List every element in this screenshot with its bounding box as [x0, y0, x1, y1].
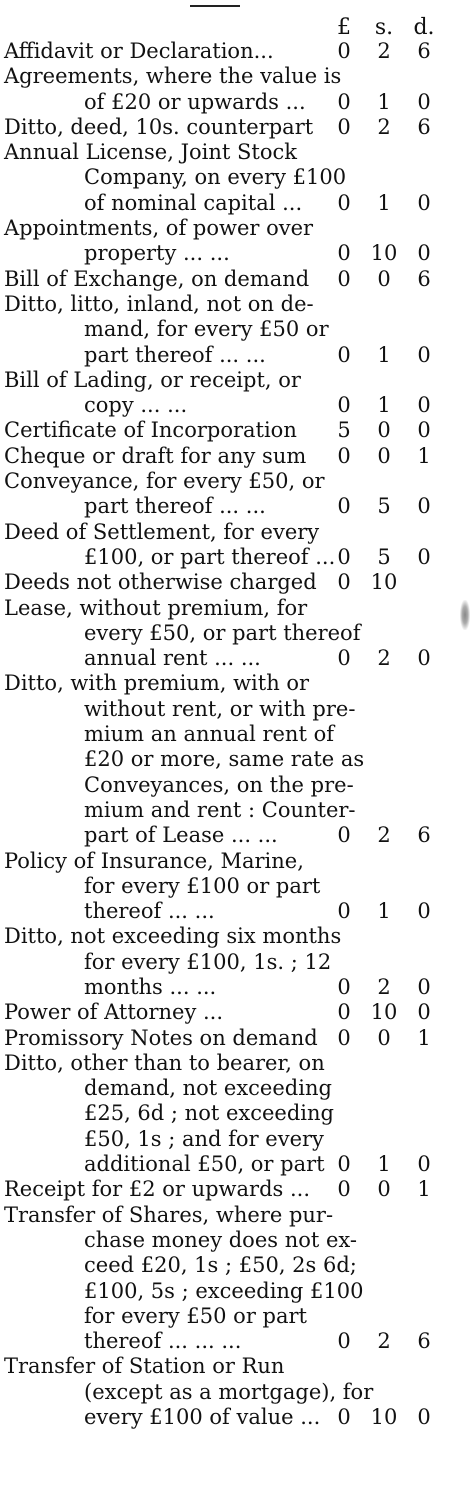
shillings-column-header: s. [374, 15, 394, 40]
entry-text: Ditto, with premium, with or [4, 671, 310, 696]
list-item [4, 64, 464, 89]
pence-value: 0 [417, 393, 431, 418]
shillings-value: 2 [377, 114, 391, 139]
pence-value: 0 [417, 190, 431, 215]
shillings-value: 2 [377, 823, 391, 848]
entry-text: Bill of Lading, or receipt, or [4, 367, 301, 392]
entry-text: Ditto, other than to bearer, on [4, 1050, 325, 1075]
entry-text: every £100 of value ... [84, 1405, 321, 1430]
pence-value: 0 [417, 544, 431, 569]
list-item [4, 1101, 464, 1126]
pounds-value: 0 [337, 570, 351, 595]
pounds-value: 0 [337, 646, 351, 671]
entry-text: (except as a mortgage), for [84, 1379, 374, 1404]
entry-text: mium an annual rent of [84, 722, 334, 747]
list-item [4, 924, 464, 949]
shillings-value: 10 [370, 241, 398, 266]
pounds-value: 0 [337, 494, 351, 519]
entry-text: demand, not exceeding [84, 1076, 332, 1101]
pounds-value: 0 [337, 544, 351, 569]
list-item [4, 545, 464, 570]
entry-text: every £50, or part thereof [84, 620, 361, 645]
pence-value: 6 [417, 266, 431, 291]
entry-text: Policy of Insurance, Marine, [4, 848, 304, 873]
entry-text: £20 or more, same rate as [84, 747, 365, 772]
pence-value: 0 [417, 342, 431, 367]
entry-text: thereof ... ... ... [84, 1329, 242, 1354]
list-item [4, 1405, 464, 1430]
list-item [4, 823, 464, 848]
pence-value: 0 [417, 1152, 431, 1177]
entry-text: mium and rent : Counter- [84, 797, 356, 822]
entry-text: Annual License, Joint Stock [4, 140, 297, 165]
list-item [4, 393, 464, 418]
entry-text: copy ... ... [84, 393, 188, 418]
shillings-value: 1 [377, 190, 391, 215]
list-item [4, 216, 464, 241]
column-header [0, 15, 470, 41]
list-item [4, 1177, 464, 1202]
list-item [4, 975, 464, 1000]
list-item [4, 646, 464, 671]
entry-text: Transfer of Shares, where pur- [4, 1202, 334, 1227]
entry-text: property ... ... [84, 241, 230, 266]
entry-text: ceed £20, 1s ; £50, 2s 6d; [84, 1253, 357, 1278]
entry-text: part thereof ... ... [84, 494, 266, 519]
entry-text: Certificate of Incorporation [4, 418, 297, 443]
list-item [4, 469, 464, 494]
list-item [4, 899, 464, 924]
pounds-value: 0 [337, 1329, 351, 1354]
pence-column-header: d. [413, 15, 435, 40]
list-item [4, 1026, 464, 1051]
entry-text: thereof ... ... [84, 899, 215, 924]
list-item [4, 1304, 464, 1329]
shillings-value: 2 [377, 974, 391, 999]
shillings-value: 5 [377, 544, 391, 569]
entry-text: Appointments, of power over [4, 216, 314, 241]
shillings-value: 0 [377, 1177, 391, 1202]
list-item [4, 520, 464, 545]
list-item [4, 1000, 464, 1025]
list-item [4, 1152, 464, 1177]
duty-list [4, 39, 464, 1430]
list-item [4, 1279, 464, 1304]
shillings-value: 5 [377, 494, 391, 519]
entry-text: Agreements, where the value is [4, 64, 342, 89]
entry-text: mand, for every £50 or [84, 317, 329, 342]
entry-text: Deeds not otherwise charged [4, 570, 317, 595]
entry-text: additional £50, or part [84, 1152, 325, 1177]
pounds-value: 0 [337, 1025, 351, 1050]
pence-value: 0 [417, 1405, 431, 1430]
list-item [4, 317, 464, 342]
pounds-value: 0 [337, 266, 351, 291]
pence-value: 0 [417, 646, 431, 671]
list-item [4, 39, 464, 64]
list-item [4, 596, 464, 621]
pounds-value: 0 [337, 443, 351, 468]
list-item [4, 798, 464, 823]
shillings-value: 10 [370, 1405, 398, 1430]
pence-value: 0 [417, 89, 431, 114]
list-item [4, 90, 464, 115]
pence-value: 6 [417, 114, 431, 139]
list-item [4, 115, 464, 140]
entry-text: annual rent ... ... [84, 646, 261, 671]
pence-value: 1 [417, 443, 431, 468]
list-item [4, 165, 464, 190]
list-item [4, 140, 464, 165]
list-item [4, 494, 464, 519]
list-item [4, 697, 464, 722]
pence-value: 0 [417, 1000, 431, 1025]
entry-text: of £20 or upwards ... [84, 89, 306, 114]
shillings-value: 2 [377, 39, 391, 63]
shillings-value: 0 [377, 266, 391, 291]
pounds-value: 0 [337, 89, 351, 114]
pounds-value: 0 [337, 1405, 351, 1430]
entry-text: Receipt for £2 or upwards ... [4, 1177, 311, 1202]
pence-value: 0 [417, 899, 431, 924]
pence-value: 0 [417, 418, 431, 443]
pence-value: 6 [417, 823, 431, 848]
list-item [4, 849, 464, 874]
entry-text: Deed of Settlement, for every [4, 519, 320, 544]
shillings-value: 0 [377, 1025, 391, 1050]
entry-text: part of Lease ... ... [84, 823, 278, 848]
entry-text: Bill of Exchange, on demand [4, 266, 310, 291]
list-item [4, 343, 464, 368]
pounds-value: 0 [337, 241, 351, 266]
list-item [4, 1051, 464, 1076]
shillings-value: 0 [377, 443, 391, 468]
pence-value: 0 [417, 494, 431, 519]
list-item [4, 874, 464, 899]
entry-text: Affidavit or Declaration... [4, 39, 274, 63]
entry-text: £25, 6d ; not exceeding [84, 1101, 334, 1126]
list-item [4, 418, 464, 443]
shillings-value: 1 [377, 1152, 391, 1177]
pence-value: 0 [417, 974, 431, 999]
pounds-value: 0 [337, 899, 351, 924]
pounds-value: 0 [337, 342, 351, 367]
entry-text: part thereof ... ... [84, 342, 266, 367]
shillings-value: 10 [370, 1000, 398, 1025]
list-item [4, 722, 464, 747]
entry-text: Ditto, litto, inland, not on de- [4, 291, 314, 316]
pence-value: 0 [417, 241, 431, 266]
list-item [4, 444, 464, 469]
entry-text: for every £50 or part [84, 1303, 307, 1328]
list-item [4, 1203, 464, 1228]
entry-text: Ditto, deed, 10s. counterpart [4, 114, 314, 139]
list-item [4, 1380, 464, 1405]
pounds-value: 5 [337, 418, 351, 443]
shillings-value: 1 [377, 393, 391, 418]
list-item [4, 292, 464, 317]
entry-text: months ... ... [84, 974, 217, 999]
list-item [4, 1076, 464, 1101]
pounds-value: 0 [337, 1000, 351, 1025]
entry-text: Company, on every £100 [84, 165, 347, 190]
pounds-value: 0 [337, 39, 351, 63]
pence-value: 6 [417, 39, 431, 63]
list-item [4, 950, 464, 975]
pounds-value: 0 [337, 1152, 351, 1177]
shillings-value: 1 [377, 899, 391, 924]
entry-text: Conveyances, on the pre- [84, 772, 354, 797]
list-item [4, 191, 464, 216]
pounds-value: 0 [337, 823, 351, 848]
pounds-value: 0 [337, 114, 351, 139]
pence-value: 6 [417, 1329, 431, 1354]
list-item [4, 1354, 464, 1379]
shillings-value: 2 [377, 646, 391, 671]
pounds-value: 0 [337, 974, 351, 999]
entry-text: Cheque or draft for any sum [4, 443, 307, 468]
entry-text: Power of Attorney ... [4, 1000, 224, 1025]
shillings-value: 0 [377, 418, 391, 443]
entry-text: chase money does not ex- [84, 1227, 357, 1252]
shillings-value: 1 [377, 89, 391, 114]
entry-text: Ditto, not exceeding six months [4, 924, 342, 949]
pence-value: 1 [417, 1177, 431, 1202]
top-rule [190, 5, 240, 7]
shillings-value: 2 [377, 1329, 391, 1354]
list-item [4, 368, 464, 393]
entry-text: without rent, or with pre- [84, 696, 356, 721]
entry-text: Lease, without premium, for [4, 595, 308, 620]
entry-text: Transfer of Station or Run [4, 1354, 285, 1379]
list-item [4, 1127, 464, 1152]
entry-text: Promissory Notes on demand [4, 1025, 318, 1050]
entry-text: of nominal capital ... [84, 190, 303, 215]
ink-stain [460, 600, 470, 630]
list-item [4, 773, 464, 798]
list-item [4, 1253, 464, 1278]
entry-text: for every £100, 1s. ; 12 [84, 949, 332, 974]
pounds-column-header: £ [337, 15, 351, 40]
pounds-value: 0 [337, 1177, 351, 1202]
shillings-value: 1 [377, 342, 391, 367]
list-item [4, 570, 464, 595]
list-item [4, 671, 464, 696]
entry-text: £100, or part thereof ... [84, 544, 336, 569]
list-item [4, 1228, 464, 1253]
pounds-value: 0 [337, 190, 351, 215]
shillings-value: 10 [370, 570, 398, 595]
list-item [4, 241, 464, 266]
pence-value: 1 [417, 1025, 431, 1050]
entry-text: Conveyance, for every £50, or [4, 469, 325, 494]
list-item [4, 267, 464, 292]
list-item [4, 1329, 464, 1354]
entry-text: for every £100 or part [84, 873, 321, 898]
list-item [4, 747, 464, 772]
entry-text: £50, 1s ; and for every [84, 1126, 324, 1151]
pounds-value: 0 [337, 393, 351, 418]
list-item [4, 621, 464, 646]
entry-text: £100, 5s ; exceeding £100 [84, 1278, 364, 1303]
